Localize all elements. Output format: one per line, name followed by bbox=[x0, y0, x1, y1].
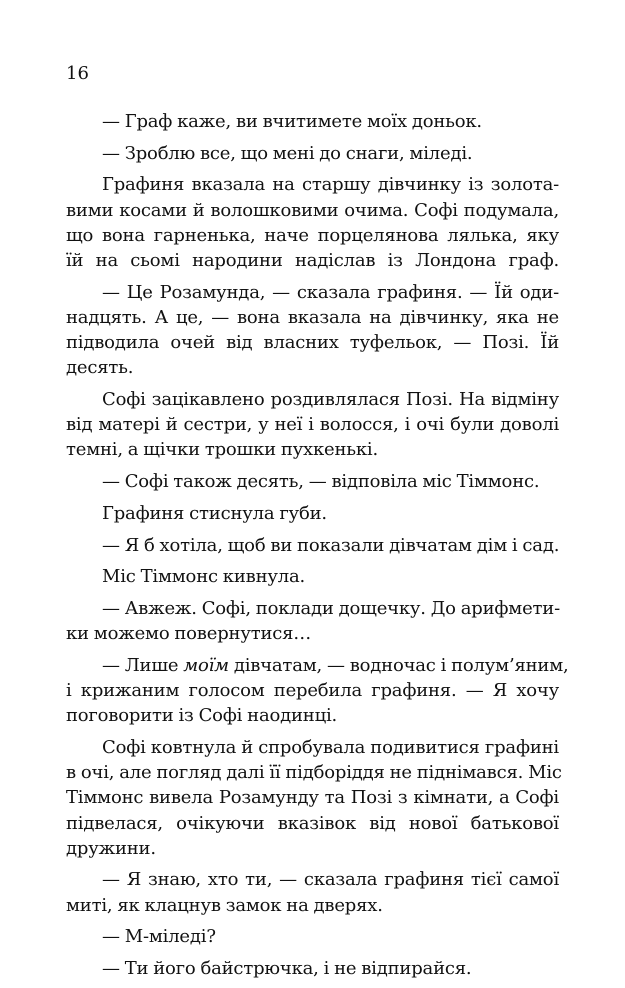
text-line: їй на сьомі народини надіслав із Лондона граф. bbox=[66, 250, 559, 272]
text-line: вими косами й волошковими очима. Софі подумала, bbox=[66, 199, 559, 221]
text-line: підвелася, очікуючи вказівок від нової батькової bbox=[66, 812, 559, 834]
text-line: — Я знаю, хто ти, — сказала графиня тієї самої bbox=[102, 869, 559, 891]
paragraph bbox=[66, 653, 569, 729]
page-number: 16 bbox=[66, 63, 89, 84]
paragraph bbox=[66, 735, 562, 861]
paragraph bbox=[66, 109, 559, 134]
paragraph bbox=[66, 533, 559, 558]
text-line: — Зроблю все, що мені до снаги, міледі. bbox=[102, 142, 473, 164]
text-line: від матері й сестри, у неї і волосся, і очі були доволі bbox=[66, 414, 559, 436]
text-line: ки можемо повернутися… bbox=[66, 623, 312, 645]
text-line: і крижаним голосом перебила графиня. — Я хочу bbox=[66, 680, 559, 702]
text-line: дружини. bbox=[66, 837, 156, 859]
paragraph bbox=[66, 387, 559, 463]
paragraph bbox=[66, 956, 559, 981]
paragraph bbox=[66, 501, 559, 526]
paragraph bbox=[66, 469, 559, 494]
text-line: — М-міледі? bbox=[102, 926, 216, 948]
text-line: — Софі також десять, — відповіла міс Тіммонс. bbox=[102, 471, 540, 493]
text-line: — Ти його байстрючка, і не відпирайся. bbox=[102, 958, 472, 980]
emphasis: моїм bbox=[183, 654, 229, 676]
paragraph bbox=[66, 172, 559, 273]
text-line: — Граф каже, ви вчитимете моїх доньок. bbox=[102, 111, 482, 132]
text-line: що вона гарненька, наче порцелянова лялька, яку bbox=[66, 224, 559, 246]
page-body bbox=[66, 109, 569, 988]
text-line: Тіммонс вивела Розамунду та Позі з кімнати, а Софі bbox=[66, 787, 559, 809]
paragraph bbox=[66, 280, 559, 381]
text-line: десять. bbox=[66, 357, 134, 379]
text-line: — Авжеж. Софі, поклади дощечку. До арифмети- bbox=[102, 597, 560, 619]
text-line: поговорити із Софі наодинці. bbox=[66, 705, 338, 727]
text-line bbox=[66, 653, 569, 678]
paragraph bbox=[66, 141, 559, 166]
paragraph bbox=[66, 596, 559, 646]
text-line: темні, а щічки трошки пухкенькі. bbox=[66, 439, 379, 461]
text-line: Софі ковтнула й спробувала подивитися графині bbox=[102, 736, 559, 758]
text-line: — Це Розамунда, — сказала графиня. — Їй оди- bbox=[102, 281, 559, 303]
text-line: Графиня вказала на старшу дівчинку із золота- bbox=[102, 174, 559, 196]
text-line: надцять. А це, — вона вказала на дівчинку, яка не bbox=[66, 306, 559, 328]
paragraph bbox=[66, 924, 559, 949]
text-line: Софі зацікавлено роздивлялася Позі. На відміну bbox=[102, 389, 559, 411]
text-run: — Лише bbox=[102, 654, 184, 676]
text-run: дівчатам, — водночас і полум’яним, bbox=[228, 654, 569, 676]
text-line: Міс Тіммонс кивнула. bbox=[102, 566, 306, 588]
paragraph bbox=[66, 867, 559, 917]
text-line: миті, як клацнув замок на дверях. bbox=[66, 894, 383, 916]
text-line: — Я б хотіла, щоб ви показали дівчатам дім і сад. bbox=[102, 534, 560, 556]
text-line: в очі, але погляд далі її підборіддя не піднімався. Міс bbox=[66, 762, 562, 784]
text-line: Графиня стиснула губи. bbox=[102, 502, 327, 524]
text-line: підводила очей від власних туфельок, — Позі. Їй bbox=[66, 332, 559, 354]
paragraph bbox=[66, 564, 559, 589]
